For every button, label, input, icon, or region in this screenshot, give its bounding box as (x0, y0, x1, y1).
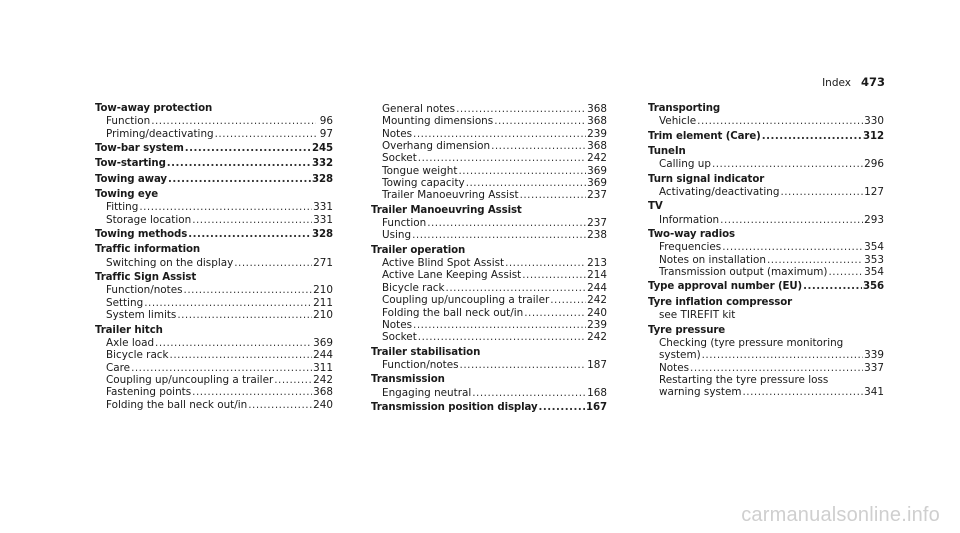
index-heading (95, 103, 333, 115)
dot-leader (192, 214, 312, 226)
index-subentry-text: Active Blind Spot Assist (382, 257, 505, 270)
index-subentry (95, 374, 333, 386)
index-subentry-text: Checking (tyre pressure monitoring (659, 336, 844, 349)
index-subentry-text: Calling up (659, 158, 711, 171)
index-heading-text: Trailer operation (371, 244, 466, 256)
index-subentry-page: 237 (587, 189, 607, 202)
dot-leader (446, 282, 587, 294)
dot-leader (712, 158, 863, 170)
index-subentry (95, 115, 333, 127)
page-number: 473 (860, 75, 885, 89)
index-heading (648, 201, 884, 213)
index-heading-text: Turn signal indicator (648, 173, 765, 185)
index-subentry-page: 296 (864, 158, 884, 171)
index-subentry (95, 297, 333, 309)
index-subentry-text: Coupling up/uncoupling a trailer (106, 373, 274, 386)
dot-leader (144, 297, 312, 309)
index-heading-text: Tow-bar system (95, 143, 184, 155)
index-subentry-text: General notes (382, 103, 456, 115)
dot-leader (168, 174, 311, 186)
watermark: carmanualsonline.info (741, 504, 940, 526)
dot-leader (427, 217, 586, 229)
dot-leader (274, 374, 312, 386)
index-entry (95, 272, 333, 321)
index-subentry-page: 238 (587, 229, 607, 242)
index-heading-text: Tyre pressure (648, 324, 726, 336)
index-subentry-text: warning system (659, 386, 742, 399)
dot-leader (803, 281, 862, 293)
index-subentry-text: Transmission output (maximum) (659, 266, 828, 279)
dot-leader (167, 158, 311, 170)
index-entry (648, 325, 884, 399)
index-column-3 (648, 103, 884, 402)
index-subentry-page: 341 (864, 386, 884, 399)
index-subentry-page: 242 (587, 152, 607, 165)
index-subentry-text: Activating/deactivating (659, 186, 780, 199)
index-subentry-text: Overhang dimension (382, 140, 491, 153)
index-subentry (648, 158, 884, 170)
index-heading-text: Transmission position display (371, 401, 538, 413)
index-subentry-text: Trailer Manoeuvring Assist (382, 189, 519, 202)
index-subentry-page: 330 (864, 115, 884, 128)
index-subentry-text: Notes (659, 361, 690, 374)
dot-leader (413, 128, 586, 140)
index-heading-page: 328 (312, 229, 333, 241)
index-subentry-text: Storage location (106, 213, 192, 226)
index-subentry-text: Mounting dimensions (382, 115, 494, 128)
dot-leader (188, 229, 311, 241)
index-subentry-text: Active Lane Keeping Assist (382, 269, 522, 282)
index-heading-text: Towing methods (95, 229, 188, 241)
index-heading (648, 297, 884, 309)
header-index-label: Index (822, 77, 851, 89)
dot-leader (491, 140, 586, 152)
index-heading-page: 332 (312, 158, 333, 170)
index-subentry-text: Engaging neutral (382, 386, 472, 399)
index-subentry-page: 353 (864, 253, 884, 266)
index-subentry (648, 386, 884, 398)
index-subentry (371, 217, 607, 229)
index-subentry (371, 387, 607, 399)
dot-leader (170, 349, 313, 361)
index-subentry-page: 97 (319, 127, 333, 140)
index-entry (648, 131, 884, 143)
index-subentry (648, 309, 884, 321)
index-subentry-text: Tongue weight (382, 164, 458, 177)
index-subentry (95, 399, 333, 411)
index-heading (371, 374, 607, 386)
dot-leader (413, 319, 586, 331)
index-subentry (371, 140, 607, 152)
index-column-2 (371, 103, 607, 417)
index-entry (95, 244, 333, 269)
index-subentry-text: Bicycle rack (106, 349, 169, 362)
index-heading (95, 325, 333, 337)
index-heading-text: Towing eye (95, 189, 159, 201)
index-subentry-page: 293 (864, 213, 884, 226)
index-subentry-page: 368 (313, 386, 333, 399)
index-entry (371, 374, 607, 399)
index-subentry-text: Setting (106, 296, 144, 309)
dot-leader (177, 309, 312, 321)
index-subentry (371, 294, 607, 306)
dot-leader (184, 284, 313, 296)
dot-leader (520, 189, 587, 201)
index-subentry-page: 211 (313, 296, 333, 309)
index-subentry-page: 168 (587, 386, 607, 399)
index-subentry-page: 331 (313, 213, 333, 226)
index-subentry-text: Function/notes (382, 358, 459, 371)
index-subentry (371, 269, 607, 281)
dot-leader (722, 241, 863, 253)
index-heading-text: Trailer Manoeuvring Assist (371, 204, 522, 216)
index-subentry-text: Notes (382, 127, 413, 140)
dot-leader (702, 349, 864, 361)
index-subentry (95, 386, 333, 398)
index-heading-text: Tow-starting (95, 158, 166, 170)
dot-leader (139, 201, 312, 213)
index-subentry (371, 331, 607, 343)
index-entry (648, 103, 884, 128)
index-subentry-page: 337 (864, 361, 884, 374)
index-subentry (648, 214, 884, 226)
index-subentry-text: Coupling up/uncoupling a trailer (382, 294, 550, 307)
index-heading (648, 103, 884, 115)
index-entry (95, 189, 333, 226)
index-heading-text: TV (648, 201, 663, 213)
index-subentry-page: 96 (319, 115, 333, 128)
index-heading-text: Tyre inflation compressor (648, 296, 793, 308)
index-heading-text: Towing away (95, 173, 167, 185)
index-heading (371, 347, 607, 359)
index-subentry (648, 186, 884, 198)
index-heading (648, 229, 884, 241)
index-subentry-page: 339 (864, 349, 884, 362)
index-subentry-text: System limits (106, 309, 177, 322)
index-heading (371, 402, 607, 414)
index-subentry (371, 307, 607, 319)
index-subentry (371, 165, 607, 177)
index-heading (95, 158, 333, 170)
dot-leader (155, 337, 312, 349)
index-subentry-text: Folding the ball neck out/in (106, 398, 248, 411)
index-subentry (648, 362, 884, 374)
dot-leader (697, 115, 863, 127)
index-subentry (371, 229, 607, 241)
index-subentry-text: Socket (382, 152, 417, 165)
index-entry (95, 174, 333, 186)
dot-leader (522, 269, 586, 281)
index-subentry (95, 257, 333, 269)
dot-leader (550, 294, 586, 306)
index-subentry (648, 241, 884, 253)
dot-leader (828, 266, 863, 278)
index-subentry-page: 311 (313, 361, 333, 374)
dot-leader (418, 152, 586, 164)
index-heading (648, 174, 884, 186)
dot-leader (767, 254, 863, 266)
index-subentry-text: Fitting (106, 201, 139, 214)
index-entry (648, 174, 884, 199)
index-subentry (371, 177, 607, 189)
index-subentry-page: 369 (313, 336, 333, 349)
dot-leader (215, 128, 316, 140)
index-subentry-page: 239 (587, 318, 607, 331)
index-subentry-page: 187 (587, 358, 607, 371)
index-subentry-page: 244 (587, 281, 607, 294)
dot-leader (234, 257, 312, 269)
index-subentry (648, 266, 884, 278)
index-subentry-text: Vehicle (659, 115, 697, 128)
index-entry (648, 281, 884, 293)
index-heading (648, 281, 884, 293)
dot-leader (456, 103, 586, 115)
index-entry (648, 297, 884, 322)
dot-leader (690, 362, 863, 374)
dot-leader (418, 331, 586, 343)
index-subentry (371, 282, 607, 294)
index-subentry (371, 128, 607, 140)
index-subentry-page: 368 (587, 103, 607, 115)
dot-leader (458, 165, 586, 177)
index-subentry-page: 210 (313, 309, 333, 322)
index-subentry-text: see TIREFIT kit (659, 309, 736, 322)
index-subentry-page: 354 (864, 266, 884, 279)
index-heading-page: 245 (312, 143, 333, 155)
index-subentry-text: Information (659, 213, 720, 226)
index-subentry-page: 237 (587, 217, 607, 230)
index-heading-text: Traffic Sign Assist (95, 272, 197, 284)
dot-leader (185, 143, 311, 155)
index-subentry-text: Restarting the tyre pressure loss (659, 373, 829, 386)
dot-leader (466, 177, 586, 189)
index-subentry-page: 242 (587, 331, 607, 344)
dot-leader (472, 387, 586, 399)
index-subentry-text: Frequencies (659, 241, 722, 254)
dot-leader (192, 386, 312, 398)
index-subentry-page: 369 (587, 164, 607, 177)
index-column-1 (95, 103, 333, 414)
index-heading-text: Transmission (371, 374, 445, 386)
index-heading (95, 229, 333, 241)
index-subentry-page: 213 (587, 257, 607, 270)
dot-leader (539, 402, 586, 414)
index-entry (371, 245, 607, 344)
dot-leader (131, 362, 312, 374)
index-subentry-page: 242 (587, 294, 607, 307)
index-subentry-page: 331 (313, 201, 333, 214)
dot-leader (762, 131, 862, 143)
index-heading-text: Trailer stabilisation (371, 346, 481, 358)
index-heading (95, 174, 333, 186)
index-subentry-page: 239 (587, 127, 607, 140)
index-heading-page: 167 (586, 401, 607, 413)
dot-leader (524, 307, 586, 319)
index-subentry-text: Function (106, 115, 151, 128)
dot-leader (780, 186, 863, 198)
index-heading-page: 356 (863, 281, 884, 293)
index-subentry (371, 257, 607, 269)
index-subentry-page: 240 (313, 398, 333, 411)
index-heading (648, 146, 884, 158)
index-subentry-text: Function (382, 217, 427, 230)
index-heading-text: Trailer hitch (95, 324, 163, 336)
index-subentry-text: Using (382, 229, 412, 242)
index-subentry-text: Care (106, 361, 131, 374)
index-subentry (371, 189, 607, 201)
index-subentry-page: 242 (313, 373, 333, 386)
index-entry (95, 229, 333, 241)
index-subentry-page: 127 (864, 186, 884, 199)
index-subentry-page: 214 (587, 269, 607, 282)
index-subentry-page: 271 (313, 256, 333, 269)
dot-leader (720, 214, 863, 226)
index-subentry-page: 244 (313, 349, 333, 362)
index-entry (371, 205, 607, 242)
dot-leader (505, 257, 586, 269)
page-header (822, 75, 885, 89)
index-heading (371, 245, 607, 257)
index-heading-text: Transporting (648, 103, 721, 114)
index-entry (95, 158, 333, 170)
index-entry (371, 347, 607, 372)
index-entry (95, 325, 333, 411)
index-subentry (371, 359, 607, 371)
index-heading (371, 205, 607, 217)
index-subentry (95, 128, 333, 140)
index-heading (95, 189, 333, 201)
index-subentry-page: 354 (864, 241, 884, 254)
index-subentry (95, 284, 333, 296)
index-subentry (95, 309, 333, 321)
index-entry (371, 103, 607, 202)
index-heading-text: Tow-away protection (95, 103, 213, 114)
index-subentry (371, 319, 607, 331)
index-subentry-page: 369 (587, 177, 607, 190)
index-subentry-text: Bicycle rack (382, 281, 445, 294)
index-subentry (648, 254, 884, 266)
index-subentry (95, 201, 333, 213)
index-heading-text: Type approval number (EU) (648, 281, 803, 293)
index-entry (648, 201, 884, 226)
index-subentry-page: 210 (313, 284, 333, 297)
index-subentry (371, 103, 607, 115)
index-subentry-text: Towing capacity (382, 177, 465, 190)
index-entry (371, 402, 607, 414)
index-subentry-page: 240 (587, 306, 607, 319)
index-subentry (95, 337, 333, 349)
index-subentry-text: Axle load (106, 336, 155, 349)
index-entry (648, 229, 884, 278)
index-heading (95, 272, 333, 284)
index-subentry (648, 374, 884, 386)
index-heading (95, 244, 333, 256)
index-subentry-text: Folding the ball neck out/in (382, 306, 524, 319)
index-heading (95, 143, 333, 155)
index-subentry-page: 368 (587, 115, 607, 128)
index-entry (95, 143, 333, 155)
index-subentry-text: Socket (382, 331, 417, 344)
dot-leader (742, 386, 863, 398)
index-subentry (371, 152, 607, 164)
index-subentry-text: system) (659, 349, 701, 362)
index-subentry (648, 115, 884, 127)
index-subentry-text: Notes on installation (659, 253, 766, 266)
index-heading (648, 131, 884, 143)
index-subentry-text: Fastening points (106, 386, 192, 399)
index-subentry-text: Function/notes (106, 284, 183, 297)
dot-leader (412, 229, 586, 241)
index-subentry (371, 115, 607, 127)
index-subentry-page: 368 (587, 140, 607, 153)
index-heading-page: 312 (863, 130, 884, 142)
index-subentry-text: Notes (382, 318, 413, 331)
dot-leader (494, 115, 586, 127)
index-entry (95, 103, 333, 140)
index-heading (648, 325, 884, 337)
index-subentry-text: Switching on the display (106, 256, 234, 269)
index-heading-text: TuneIn (648, 146, 686, 158)
dot-leader (151, 115, 316, 127)
index-subentry-text: Priming/deactivating (106, 127, 214, 140)
index-entry (648, 146, 884, 171)
index-subentry (95, 362, 333, 374)
index-subentry (95, 214, 333, 226)
index-heading-page: 328 (312, 173, 333, 185)
index-heading-text: Traffic information (95, 244, 201, 256)
dot-leader (248, 399, 312, 411)
index-heading-text: Trim element (Care) (648, 130, 761, 142)
index-subentry (648, 337, 884, 349)
index-subentry (95, 349, 333, 361)
dot-leader (460, 359, 587, 371)
index-subentry (648, 349, 884, 361)
index-heading-text: Two-way radios (648, 229, 735, 241)
